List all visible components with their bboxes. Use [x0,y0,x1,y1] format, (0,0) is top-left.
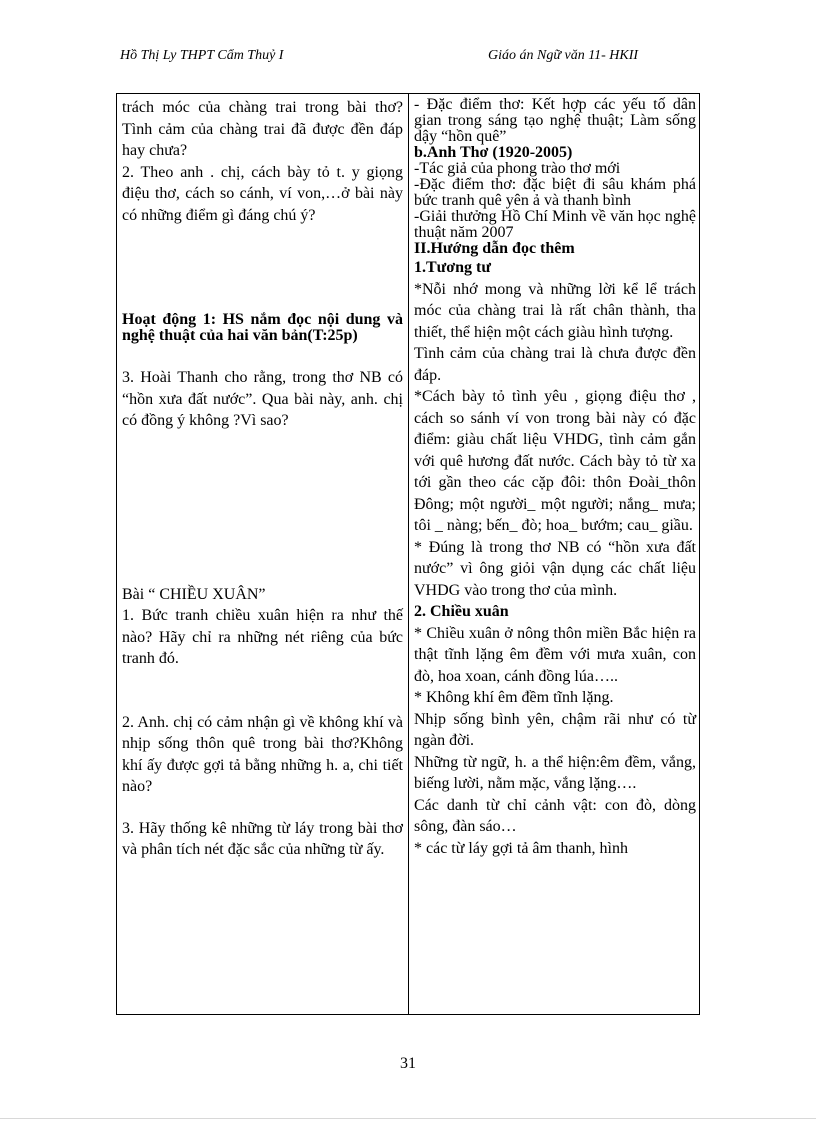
right-paragraph-10: *Cách bày tỏ tình yêu , giọng điệu thơ , cách so sánh ví von trong bài này có đặc điểm: giàu chất liệu VHDG, tình cảm gắn với quê hương đất nước. Cách bày tỏ từ xa tới gần theo các cặp đôi: thôn Đoài_thôn Đông; một người_ một người; nắng_ mưa; tôi _ nàng; bến_ đò; hoa_ bướm; cau_ giầu. [414,388,696,534]
left-column [122,97,403,861]
page-number: 31 [400,1055,416,1072]
lesson-title: Bài “ CHIỀU XUÂN” [122,585,266,603]
right-paragraph-11: * Đúng là trong thơ NB có “hồn xưa đất nước” vì ông giỏi vận dụng các chất liệu VHDG vào trong thơ của mình. [414,538,696,599]
header-left: Hồ Thị Ly THPT Cẩm Thuỷ I [120,48,284,63]
column-divider [408,93,409,1015]
author-heading: b.Anh Thơ (1920-2005) [414,144,573,161]
question-2: 2. Anh. chị có cảm nhận gì về không khí và nhịp sống thôn quê trong bài thơ?Không khí ấy được gợi tả bằng những h. a, chi tiết nào? [122,713,403,795]
right-paragraph-9: Tình cảm của chàng trai là chưa được đền đáp. [414,345,696,384]
right-column [414,97,696,859]
left-paragraph-1: trách móc của chàng trai trong bài thơ? Tình cảm của chàng trai đã được đền đáp hay chưa? [122,99,403,159]
header-right: Giáo án Ngữ văn 11- HKII [488,48,639,63]
right-paragraph-3: -Tác giả của phong trào thơ mới [414,160,621,177]
right-paragraph-13: * Chiều xuân ở nông thôn miền Bắc hiện ra thật tĩnh lặng êm đềm với mưa xuân, con đò, hoa xoan, cánh đồng lúa….. [414,624,696,685]
activity-heading: Hoạt động 1: HS nắm đọc nội dung và nghệ thuật của hai văn bản(T:25p) [122,311,403,344]
right-paragraph-18: * các từ láy gợi tả âm thanh, hình [414,839,628,857]
right-paragraph-5: -Giải thưởng Hồ Chí Minh về văn học nghệ thuật năm 2007 [414,208,696,241]
question-1: 1. Bức tranh chiều xuân hiện ra như thế nào? Hãy chỉ ra những nét riêng của bức tranh đó. [122,607,403,667]
right-paragraph-16: Những từ ngữ, h. a thể hiện:êm đềm, vắng, biếng lười, nằm mặc, vắng lặng…. [414,753,696,792]
right-paragraph-14: * Không khí êm đềm tĩnh lặng. [414,689,614,706]
section-heading: II.Hướng dẫn đọc thêm [414,240,575,257]
page-edge [0,1118,816,1119]
right-paragraph-4: -Đặc điểm thơ: đặc biệt đi sâu khám phá bức tranh quê yên ả và thanh bình [414,176,696,209]
left-paragraph-3: 3. Hoài Thanh cho rằng, trong thơ NB có “hồn xưa đất nước”. Qua bài này, anh. chị có đồng ý không ?Vì sao? [122,369,403,429]
right-paragraph-8: *Nỗi nhớ mong và những lời kể lể trách móc của chàng trai là rất chân thành, tha thiết, thể hiện một cách giàu hình tượng. [414,280,696,341]
poem-1-heading: 1.Tương tư [414,259,491,276]
right-paragraph-1: - Đặc điểm thơ: Kết hợp các yếu tố dân gian trong sáng tạo nghệ thuật; Làm sống dậy “hồn quê” [414,96,696,145]
right-paragraph-17: Các danh từ chỉ cảnh vật: con đò, dòng sông, đàn sáo… [414,796,696,835]
poem-2-heading: 2. Chiều xuân [414,603,509,620]
question-3: 3. Hãy thống kê những từ láy trong bài thơ và phân tích nét đặc sắc của những từ ấy. [122,819,403,858]
right-paragraph-15: Nhịp sống bình yên, chậm rãi như có từ ngàn đời. [414,710,696,749]
left-paragraph-2: 2. Theo anh . chị, cách bày tỏ t. y giọng điệu thơ, cách so cánh, ví von,…ở bài này có những điểm gì đáng chú ý? [122,163,403,224]
